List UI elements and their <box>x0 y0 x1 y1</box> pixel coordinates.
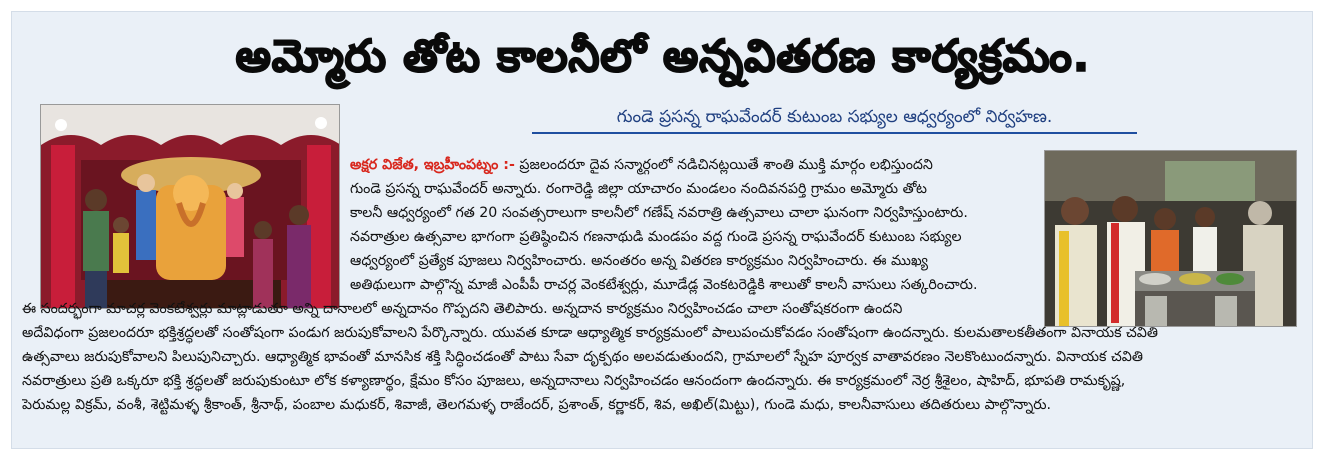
body-line: ఉత్సవాలు జరుపుకోవాలని పిలుపునిచ్చారు. ఆధ్యాత్మిక భావంతో మానసిక శక్తి సిద్ధించడంతో పాటు సేవా దృక్పథం అలవడుతుందని, గ్రామాలలో స్నేహ పూర్వక వాతావరణం నెలకొంటుందన్నారు. వినాయక చవితి <box>22 349 1143 365</box>
article-body-mid <box>22 297 1034 321</box>
article-body-mid-2 <box>22 321 1307 345</box>
body-line: ప్రజలందరూ దైవ సన్మార్గంలో నడిచినట్లయితే శాంతి ముక్తి మార్గం లభిస్తుందని <box>519 157 933 173</box>
body-line: నవరాత్రుల ఉత్సవాల భాగంగా ప్రతిష్ఠించిన గణనాథుడి మండపం వద్ద గుండె ప్రసన్న రాఘవేందర్ కుటుంబ సభ్యుల <box>350 229 962 245</box>
body-line: కాలనీ ఆధ్వర్యంలో గత 20 సంవత్సరాలుగా కాలనీలో గణేష్ నవరాత్రి ఉత్సవాలు చాలా ఘనంగా నిర్వహిస్తుంటారు. <box>350 205 968 221</box>
dateline: అక్షర విజేత, ఇబ్రహీంపట్నం :- <box>350 157 515 173</box>
headline: అమ్మోరు తోట కాలనీలో అన్నవితరణ కార్యక్రమం. <box>235 31 1091 82</box>
body-line: పెరుమల్ల విక్రమ్, వంశీ, శెట్టిమళ్ళ శ్రీకాంత్, శ్రీనాథ్, పంబాల మధుకర్, శివాజీ, తెలగమళ్ళ రాజేందర్, ప్రశాంత్, కర్ణాకర్, శివ, అఖిల్(మిట్టు), గుండె మధు, కాలనీవాసులు తదితరులు పాల్గొన్నారు. <box>22 397 1052 413</box>
article-body-narrow <box>350 153 1038 177</box>
food-distribution-image <box>1045 151 1297 327</box>
article-body-indented <box>350 177 1038 297</box>
food-distribution-photo <box>1044 150 1297 327</box>
body-line: నవరాత్రులు ప్రతి ఒక్కరూ భక్తి శ్రద్ధలతో జరుపుకుంటూ లోక కళ్యాణార్థం, క్షేమం కోసం పూజలు, అన్నదానాలు నిర్వహించడం ఆనందంగా ఉందన్నారు. ఈ కార్యక్రమంలో నెర్ర శ్రీశైలం, షాహిద్, భూపతి రామకృష్ణ, <box>22 373 1126 389</box>
first-line <box>350 153 1038 177</box>
ganesh-idol-photo <box>40 104 340 309</box>
subheadline: గుండె ప్రసన్న రాఘవేందర్ కుటుంబ సభ్యుల ఆధ్వర్యంలో నిర్వహణ. <box>532 103 1137 134</box>
body-line: ఈ సందర్భంగా మాచర్ల వెంకటేశ్వర్లు మాట్లాడుతూ అన్ని దానాలలో అన్నదానం గొప్పదని తెలిపారు. అన్నదాన కార్యక్రమం నిర్వహించడం చాలా సంతోషకరంగా ఉందని <box>22 301 903 317</box>
article-body-full <box>22 345 1307 417</box>
ganesh-idol-image <box>41 105 340 309</box>
body-line: గుండె ప్రసన్న రాఘవేందర్ అన్నారు. రంగారెడ్డి జిల్లా యాచారం మండలం నందివనపర్తి గ్రామం అమ్మోరు తోట <box>350 181 927 197</box>
body-line: అతిథులుగా పాల్గొన్న మాజీ ఎంపీపీ రాచర్ల వెంకటేశ్వర్లు, మూడేడ్ల వెంకటరెడ్డికి శాలుతో కాలనీ వాసులు సత్కరించారు. <box>350 277 978 293</box>
news-clipping <box>11 11 1313 449</box>
body-line: అదేవిధంగా ప్రజలందరూ భక్తిశ్రద్ధలతో సంతోషంగా పండుగ జరుపుకోవాలని పేర్కొన్నారు. యువత కూడా ఆధ్యాత్మిక కార్యక్రమంలో పాలుపంచుకోవడం సంతోషంగా ఉందన్నారు. కులమతాలకతీతంగా వినాయక చవితి <box>22 325 1158 341</box>
body-line: ఆధ్వర్యంలో ప్రత్యేక పూజలు నిర్వహించారు. అనంతరం అన్న వితరణ కార్యక్రమం నిర్వహించారు. ఈ ముఖ్య <box>350 253 929 269</box>
